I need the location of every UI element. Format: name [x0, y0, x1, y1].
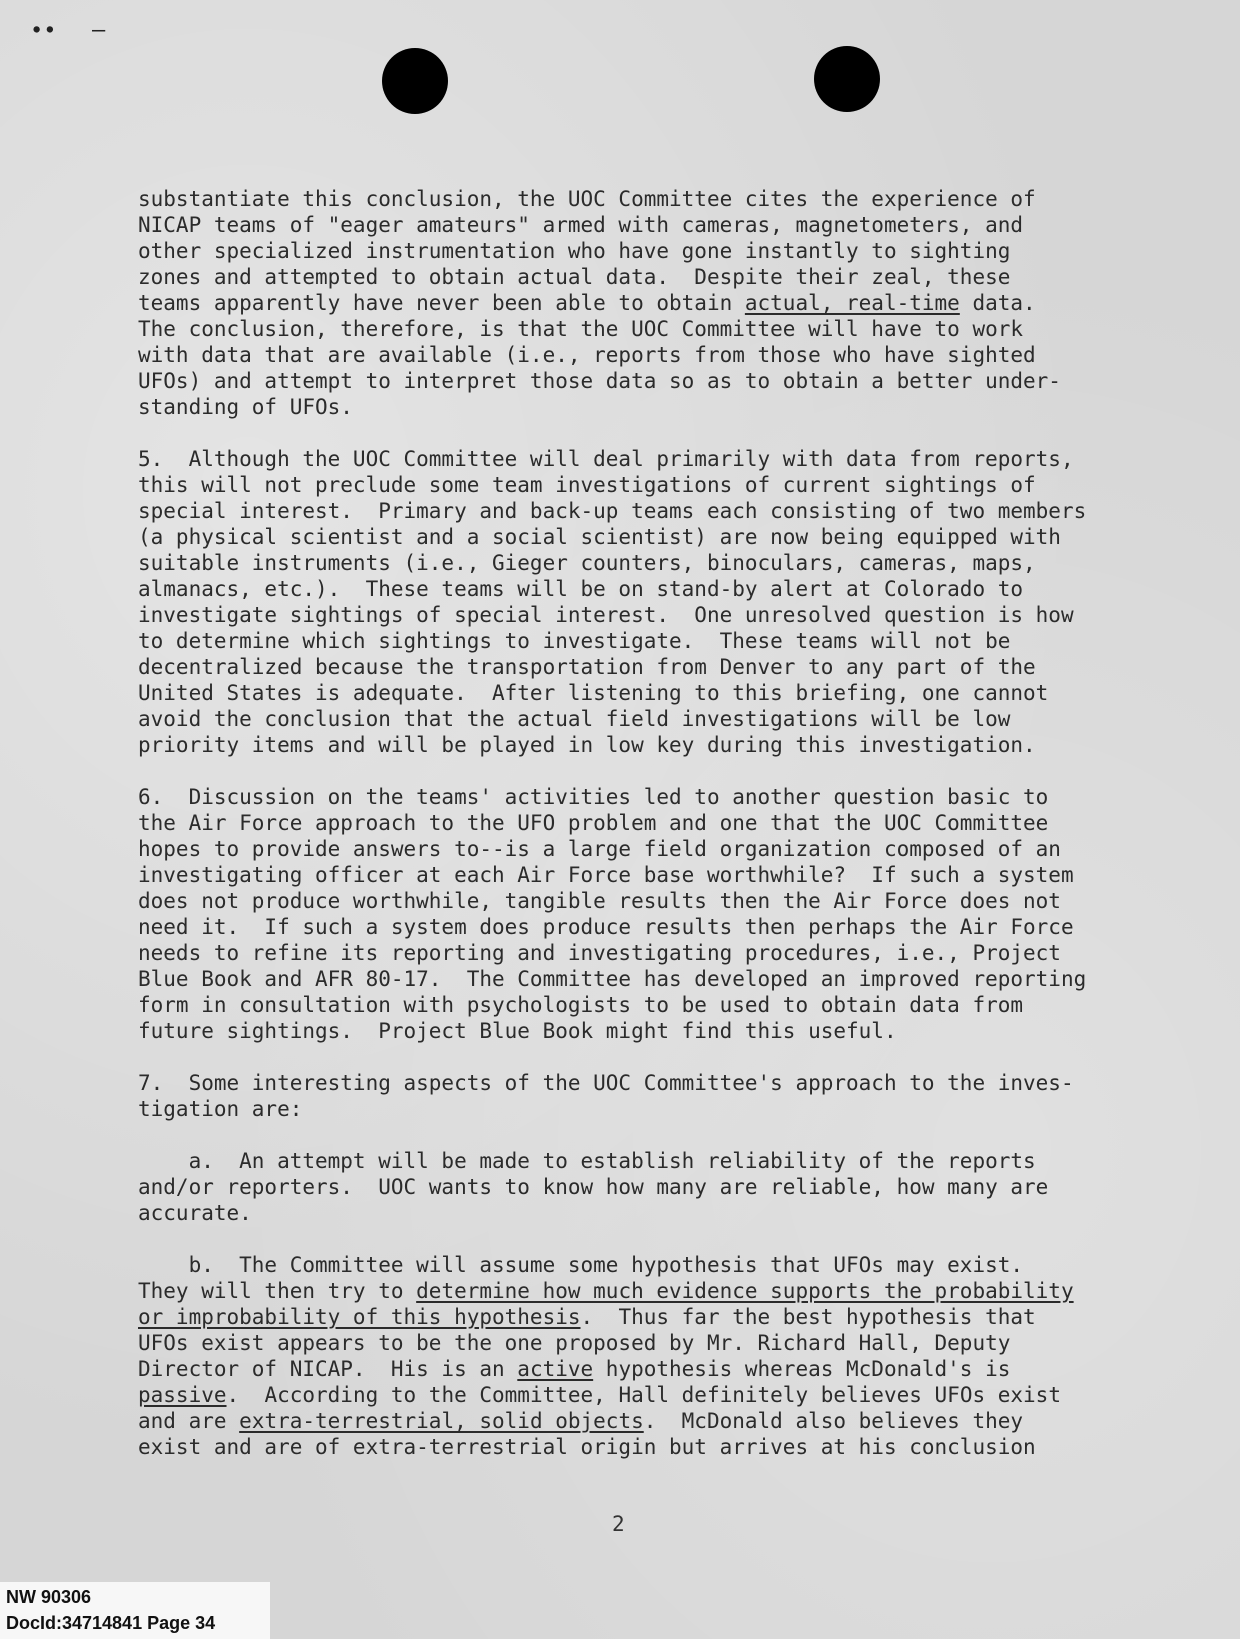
text-line: future sightings. Project Blue Book might find this useful.: [138, 1019, 897, 1043]
text-line: suitable instruments (i.e., Gieger counters, binoculars, cameras, maps,: [138, 551, 1036, 575]
punch-hole-right: [814, 46, 880, 112]
text-line: teams apparently have never been able to obtain actual, real-time data.: [138, 291, 1036, 315]
text-line: need it. If such a system does produce results then perhaps the Air Force: [138, 915, 1074, 939]
text-line: Blue Book and AFR 80-17. The Committee has developed an improved reporting: [138, 967, 1087, 991]
text-line: 7. Some interesting aspects of the UOC Committee's approach to the inves-: [138, 1071, 1074, 1095]
text-line: almanacs, etc.). These teams will be on stand-by alert at Colorado to: [138, 577, 1024, 601]
underlined-text: or improbability of this hypothesis: [138, 1305, 581, 1329]
text-line: hopes to provide answers to--is a large field organization composed of an: [138, 837, 1061, 861]
record-number: NW 90306: [6, 1587, 92, 1607]
text-line: other specialized instrumentation who have gone instantly to sighting: [138, 239, 1011, 263]
paragraph: [138, 1148, 1118, 1226]
text-line: The conclusion, therefore, is that the UOC Committee will have to work: [138, 317, 1024, 341]
text-line: 5. Although the UOC Committee will deal primarily with data from reports,: [138, 447, 1074, 471]
text-line: to determine which sightings to investigate. These teams will not be: [138, 629, 1011, 653]
text-line: special interest. Primary and back-up teams each consisting of two members: [138, 499, 1087, 523]
text-line: standing of UFOs.: [138, 395, 353, 419]
document-id-stamp: [0, 1582, 270, 1639]
text-line: investigate sightings of special interest. One unresolved question is how: [138, 603, 1074, 627]
text-line: 6. Discussion on the teams' activities led to another question basic to: [138, 785, 1049, 809]
text-line: b. The Committee will assume some hypothesis that UFOs may exist.: [138, 1253, 1024, 1277]
corner-mark-left: ∙∙: [30, 18, 57, 43]
text-line: NICAP teams of "eager amateurs" armed with cameras, magnetometers, and: [138, 213, 1024, 237]
paragraph: [138, 784, 1118, 1044]
text-line: priority items and will be played in low key during this investigation.: [138, 733, 1036, 757]
text-line: (a physical scientist and a social scientist) are now being equipped with: [138, 525, 1061, 549]
text-line: a. An attempt will be made to establish reliability of the reports: [138, 1149, 1036, 1173]
text-line: passive. According to the Committee, Hall definitely believes UFOs exist: [138, 1383, 1061, 1407]
text-line: zones and attempted to obtain actual data. Despite their zeal, these: [138, 265, 1011, 289]
text-line: avoid the conclusion that the actual field investigations will be low: [138, 707, 1011, 731]
text-line: with data that are available (i.e., reports from those who have sighted: [138, 343, 1036, 367]
doc-id-page: DocId:34714841 Page 34: [6, 1613, 216, 1633]
underlined-text: determine how much evidence supports the probability: [416, 1279, 1074, 1303]
page-number: 2: [612, 1512, 625, 1536]
text-line: investigating officer at each Air Force base worthwhile? If such a system: [138, 863, 1074, 887]
text-line: They will then try to determine how much evidence supports the probability: [138, 1279, 1074, 1303]
text-line: decentralized because the transportation from Denver to any part of the: [138, 655, 1036, 679]
text-line: UFOs) and attempt to interpret those data so as to obtain a better under-: [138, 369, 1061, 393]
underlined-text: passive: [138, 1383, 227, 1407]
text-line: substantiate this conclusion, the UOC Committee cites the experience of: [138, 187, 1036, 211]
underlined-text: extra-terrestrial, solid objects: [239, 1409, 644, 1433]
text-line: this will not preclude some team investigations of current sightings of: [138, 473, 1036, 497]
text-line: exist and are of extra-terrestrial origin but arrives at his conclusion: [138, 1435, 1036, 1459]
text-line: United States is adequate. After listening to this briefing, one cannot: [138, 681, 1049, 705]
paragraph: [138, 186, 1118, 420]
paragraph: [138, 446, 1118, 758]
text-line: needs to refine its reporting and investigating procedures, i.e., Project: [138, 941, 1061, 965]
paragraph: [138, 1252, 1118, 1460]
punch-hole-left: [382, 48, 448, 114]
text-line: and are extra-terrestrial, solid objects. McDonald also believes they: [138, 1409, 1024, 1433]
text-line: and/or reporters. UOC wants to know how many are reliable, how many are: [138, 1175, 1049, 1199]
text-line: Director of NICAP. His is an active hypothesis whereas McDonald's is: [138, 1357, 1011, 1381]
paragraph: [138, 1070, 1118, 1122]
text-line: the Air Force approach to the UFO problem and one that the UOC Committee: [138, 811, 1049, 835]
text-line: does not produce worthwhile, tangible results then the Air Force does not: [138, 889, 1061, 913]
text-line: tigation are:: [138, 1097, 303, 1121]
text-line: UFOs exist appears to be the one proposed by Mr. Richard Hall, Deputy: [138, 1331, 1011, 1355]
document-body: [138, 186, 1118, 1460]
corner-mark-right: —: [92, 18, 106, 43]
text-line: accurate.: [138, 1201, 252, 1225]
text-line: form in consultation with psychologists to be used to obtain data from: [138, 993, 1024, 1017]
underlined-text: actual, real-time: [744, 291, 960, 315]
underlined-text: active: [517, 1357, 594, 1381]
text-line: or improbability of this hypothesis. Thus far the best hypothesis that: [138, 1305, 1036, 1329]
